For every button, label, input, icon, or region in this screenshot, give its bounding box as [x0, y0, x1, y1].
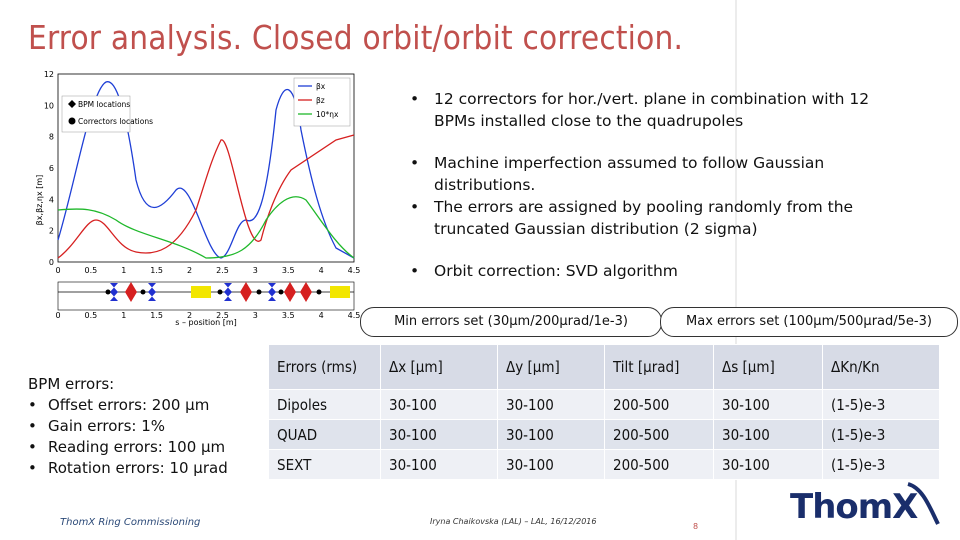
x-tick-label: 2.5	[216, 266, 229, 275]
quad-blue	[224, 283, 232, 301]
x-tick-label: 3.5	[281, 311, 295, 320]
x-tick-label: 0.5	[84, 311, 98, 320]
y-tick-label: 6	[48, 164, 54, 173]
bpm-errors	[28, 374, 228, 479]
header-cell: Errors (rms)	[269, 345, 381, 390]
x-tick-label: 3.5	[281, 266, 295, 275]
bpm-item: • Rotation errors: 10 μrad	[28, 459, 228, 477]
bpm-item: • Reading errors: 100 μm	[28, 438, 226, 456]
quad-red	[284, 282, 296, 302]
quad-blue	[268, 283, 276, 301]
bullet-item: • 12 correctors for hor./vert. plane in combination with 12 BPMs installed close to the quadrupoles	[410, 90, 870, 130]
x-tick-label: 0	[55, 266, 61, 275]
dipole-yellow	[191, 286, 211, 298]
table-header-row	[269, 345, 940, 390]
x-tick-label: 0.5	[84, 266, 98, 275]
header-cell: ΔKn/Kn	[823, 345, 940, 390]
table-row: QUAD 30-100 30-100 200-500 30-100 (1-5)e-3	[269, 420, 940, 450]
table-row: SEXT 30-100 30-100 200-500 30-100 (1-5)e-3	[269, 450, 940, 480]
legend-correctors: Correctors locations	[78, 117, 154, 126]
x-tick-label: 1.5	[150, 311, 164, 320]
header-cell: Δx [μm]	[381, 345, 498, 390]
errors-table	[268, 344, 940, 480]
header-cell: Δy [μm]	[498, 345, 605, 390]
x-tick-label: 4	[318, 311, 324, 320]
dipole-yellow	[330, 286, 350, 298]
bullet-item: • Machine imperfection assumed to follow Gaussian distributions.	[410, 154, 825, 194]
corrector-legend-icon	[69, 118, 76, 125]
slide-title: Error analysis. Closed orbit/orbit correction.	[28, 18, 684, 57]
y-tick-label: 0	[48, 258, 54, 267]
y-tick-labels	[44, 70, 54, 267]
optics-plot	[36, 70, 366, 326]
x-axis-label: s – position [m]	[175, 318, 237, 327]
x-tick-label: 4	[318, 266, 324, 275]
x-tick-label: 0	[55, 311, 61, 320]
bpm-item: • Gain errors: 1%	[28, 417, 166, 435]
y-tick-label: 12	[43, 70, 54, 79]
bpm-item: • Offset errors: 200 μm	[28, 396, 210, 414]
x-tick-label: 1	[121, 266, 127, 275]
quad-red	[240, 282, 252, 302]
footer-center: Iryna Chaikovska (LAL) – LAL, 16/12/2016	[430, 517, 597, 526]
y-tick-label: 2	[48, 226, 54, 236]
lattice-strip	[58, 282, 354, 310]
x-tick-label: 4.5	[347, 311, 361, 320]
y-axis-label: βx,βz,ηx [m]	[35, 174, 44, 226]
legend-beta-z: βz	[316, 96, 325, 105]
x-tick-label: 2	[187, 311, 193, 320]
header-cell: Tilt [μrad]	[605, 345, 714, 390]
x-tick-label: 3	[252, 266, 258, 275]
bpm-heading: BPM errors:	[28, 375, 115, 393]
svg-text:ThomX: ThomX	[790, 487, 918, 527]
bullet-item: • Orbit correction: SVD algorithm	[410, 262, 678, 280]
y-tick-label: 4	[48, 195, 54, 205]
legend-eta: 10*ηx	[316, 110, 339, 119]
table-row: Dipoles 30-100 30-100 200-500 30-100 (1-5)e-3	[269, 390, 940, 420]
y-tick-label: 8	[48, 132, 54, 142]
quad-blue	[148, 283, 156, 301]
quad-red	[300, 282, 312, 302]
thomx-logo	[788, 478, 940, 528]
x-tick-label: 4.5	[347, 266, 361, 275]
bullet-item: • The errors are assigned by pooling randomly from the truncated Gaussian distribution (2 sigma)	[410, 198, 854, 238]
footer-left: ThomX Ring Commissioning	[60, 517, 201, 528]
x-tick-label: 1	[121, 311, 127, 320]
x-tick-label: 2	[187, 266, 193, 275]
header-cell: Δs [μm]	[714, 345, 823, 390]
legend-bpm: BPM locations	[78, 100, 131, 109]
bullet-list	[410, 88, 880, 282]
y-tick-label: 10	[43, 101, 54, 111]
page-number: 8	[693, 522, 699, 531]
quad-red	[125, 282, 137, 302]
x-tick-label: 3	[252, 311, 258, 320]
legend-beta-x: βx	[316, 82, 326, 91]
quad-blue	[110, 283, 118, 301]
x-tick-label: 1.5	[150, 266, 164, 275]
max-errors-label: Max errors set (100μm/500μrad/5e-3)	[660, 307, 958, 337]
x-tick-labels	[55, 266, 360, 275]
x-tick-label: 2.5	[216, 311, 229, 320]
min-errors-label: Min errors set (30μm/200μrad/1e-3)	[360, 307, 662, 337]
